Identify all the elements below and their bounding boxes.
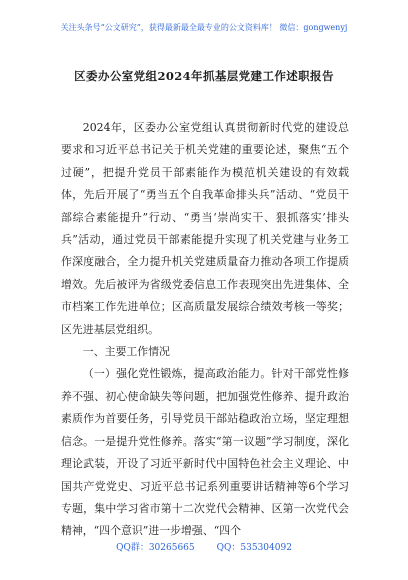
header-promo-text: 关注头条号“公文研究”，获得最新最全最专业的公文资料库！ 微信：gongwenyj [60, 23, 348, 32]
footer-qq: QQ：535304092 [216, 543, 292, 553]
footer-contact [0, 540, 408, 553]
footer-qq-group: QQ群：30265665 [116, 543, 195, 553]
section-heading: 一、主要工作情况 [82, 345, 170, 359]
paragraph-section-1: （一）强化党性锻炼，提高政治能力。针对干部党性修养不强、初心使命缺失等问题，把加强党性修养、提升政治素质作为首要任务，引导党员干部站稳政治立场，坚定理想信念。一是提升党性修养。落实“第一议题”学习制度，深化理论武装，开设了习近平新时代中国特色社会主义理论、中国共产党党史、习近平总书记系列重要讲话精神等6个学习专题，集中学习省市第十二次党代会精神、区第一次党代会精神，“四个意识”进一步增强、“四个 [61, 367, 349, 538]
paragraph-intro: 2024年，区委办公室党组认真贯彻新时代党的建设总要求和习近平总书记关于机关党建的重要论述，聚焦“五个过硬”，把提升党员干部素能作为模范机关建设的有效载体，先后开展了“勇当五个自我革命排头兵”活动、“党员干部综合素能提升”行动、“勇当‘崇尚实干、狠抓落实’排头兵”活动，通过党员干部素能提升实现了机关党建与业务工作深度融合，全力提升机关党建质量奋力推动各项工作提质增效。先后被评为省级党委信息工作表现突出先进集体、全市档案工作先进单位；区高质量发展综合绩效考核一等奖；区先进基层党组织。 [61, 121, 349, 336]
document-title: 区委办公室党组2024年抓基层党建工作述职报告 [74, 69, 334, 83]
document-body [61, 117, 349, 543]
